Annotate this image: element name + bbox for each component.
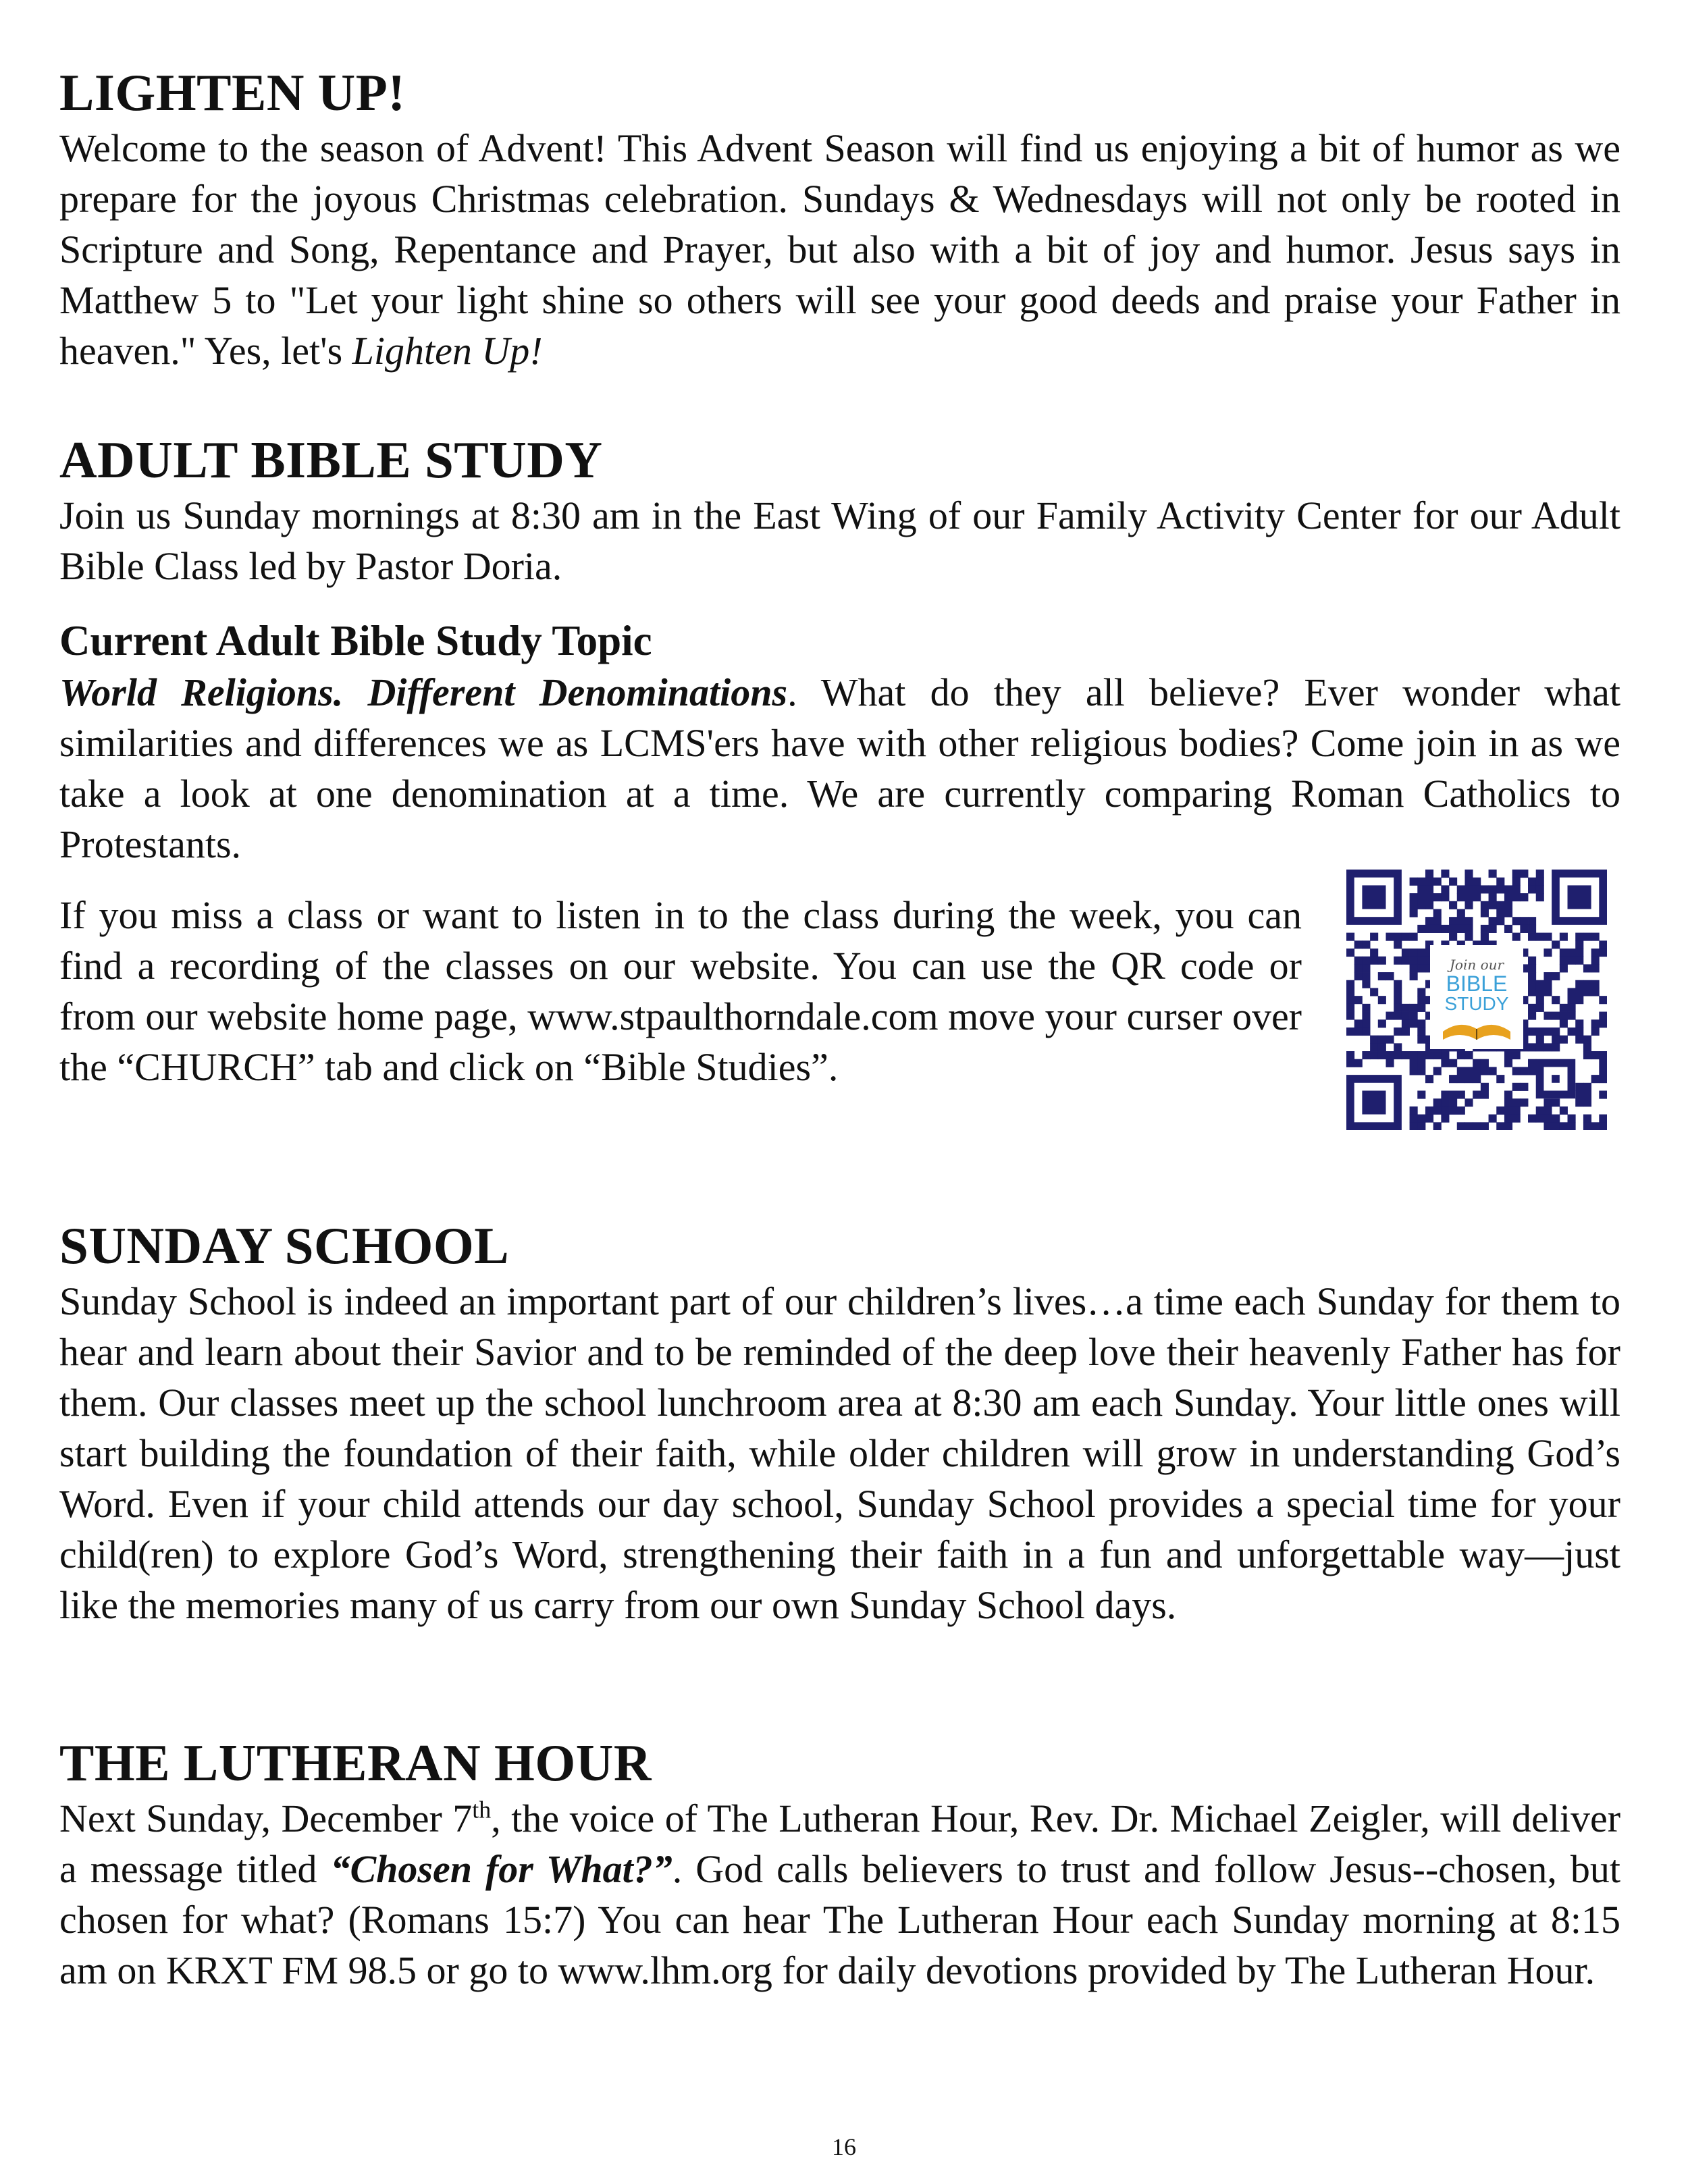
logo-join-our: Join our — [1449, 957, 1504, 973]
lutheran-hour-section — [59, 1732, 1620, 1996]
recording-info: If you miss a class or want to listen in to the class during the week, you can find a recording of the classes on our website. You can use the QR code or from our website home page, www.stpaulthorndale.com move your curser over the “CHURCH” tab and click on “Bible Studies”. — [59, 893, 1302, 1089]
lighten-up-body — [59, 123, 1620, 376]
current-topic-text: . What do they all believe? Ever wonder what similarities and differences we as LCMS'ers have with other religious bodies? Come join in as we take a look at one denomination at a time. We are currently comparing Roman Catholics to Protestants. — [59, 670, 1620, 866]
bible-study-logo — [1430, 945, 1523, 1049]
recording-row — [59, 890, 1620, 1130]
sunday-school-section — [59, 1215, 1620, 1630]
current-topic-title: World Religions. Different Denominations — [59, 670, 788, 714]
adult-bible-study-intro: Join us Sunday mornings at 8:30 am in the East Wing of our Family Activity Center for our Adult Bible Class led by Pastor Doria. — [59, 494, 1620, 588]
lutheran-hour-heading: THE LUTHERAN HOUR — [59, 1734, 652, 1792]
adult-bible-study-section — [59, 429, 1620, 1130]
lutheran-hour-message-title: “Chosen for What?” — [330, 1847, 672, 1891]
logo-bible: BIBLE — [1446, 971, 1508, 996]
lutheran-hour-text-a: Next Sunday, December 7 — [59, 1796, 473, 1840]
qr-code-graphic — [1346, 870, 1607, 1130]
lighten-up-section — [59, 62, 1620, 376]
current-topic-body — [59, 667, 1620, 870]
bible-study-qr-code[interactable] — [1346, 870, 1607, 1130]
lutheran-hour-text-b: , the voice of The Lutheran Hour, Rev. Dr. Michael Zeigler, will deliver a message titled — [59, 1796, 1621, 1891]
sunday-school-heading: SUNDAY SCHOOL — [59, 1217, 510, 1275]
lutheran-hour-superscript: th — [472, 1796, 492, 1823]
lighten-up-italic: Lighten Up! — [352, 329, 543, 373]
current-topic-heading: Current Adult Bible Study Topic — [59, 617, 652, 664]
sunday-school-body: Sunday School is indeed an important part of our children’s lives…a time each Sunday for them to hear and learn about their Savior and to be reminded of the deep love their heavenly Father has for them. Our classes meet up the school lunchroom area at 8:30 am each Sunday. Your little ones will start building the foundation of their faith, while older children will grow in understanding God’s Word. Even if your child attends our day school, Sunday School provides a special time for your child(ren) to explore God’s Word, strengthening their faith in a fun and unforgettable way—just like the memories many of us carry from our own Sunday School days. — [59, 1279, 1620, 1627]
lighten-up-heading: LIGHTEN UP! — [59, 63, 406, 122]
adult-bible-study-heading: ADULT BIBLE STUDY — [59, 431, 603, 489]
lutheran-hour-body — [59, 1793, 1620, 1996]
lutheran-hour-text-c: . God calls believers to trust and follow Jesus--chosen, but chosen for what? (Romans 15:7) You can hear The Lutheran Hour each Sunday morning at 8:15 am on KRXT FM 98.5 or go to www.lhm.org for daily devotions provided by The Lutheran Hour. — [59, 1847, 1620, 1992]
page-number: 16 — [832, 2133, 856, 2160]
lighten-up-text: Welcome to the season of Advent! This Advent Season will find us enjoying a bit of humor as we prepare for the joyous Christmas celebration. Sundays & Wednesdays will not only be rooted in Scripture and Song, Repentance and Prayer, but also with a bit of joy and humor. Jesus says in Matthew 5 to "Let your light shine so others will see your good deeds and praise your Father in heaven." Yes, let's — [59, 126, 1620, 373]
logo-study: STUDY — [1444, 993, 1509, 1014]
